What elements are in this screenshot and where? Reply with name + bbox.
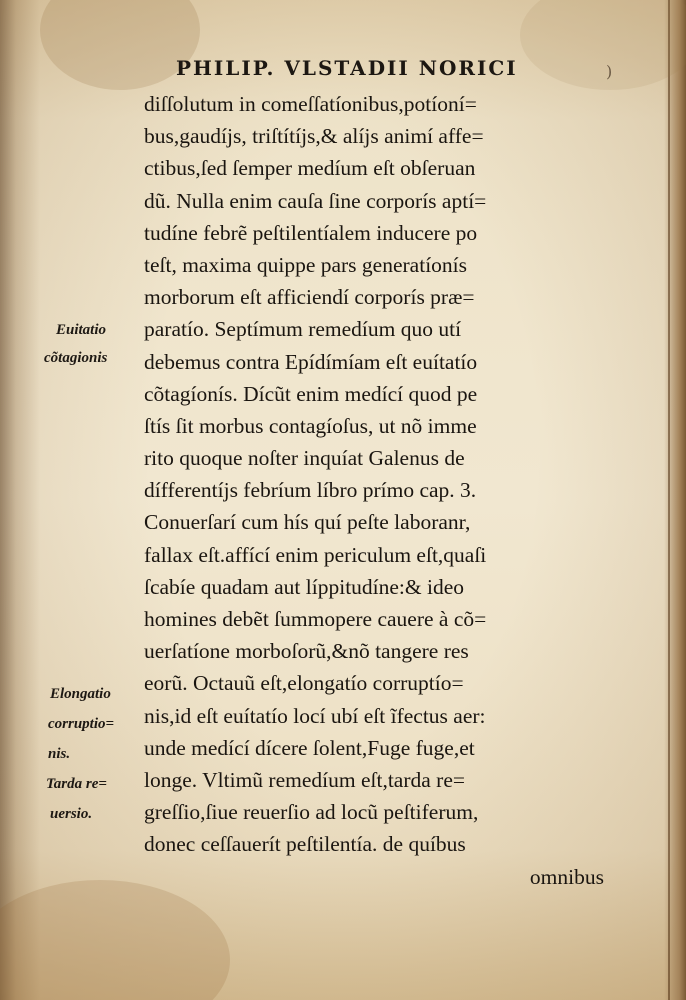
text-line: homines debẽt ſummopere cauere à cõ= <box>144 607 487 631</box>
page-mark: ) <box>606 62 613 81</box>
text-line: unde medící dícere ſolent,Fuge fuge,et <box>144 735 475 760</box>
margin-note-corruptio: corruptio= <box>48 716 115 732</box>
margin-note-nis: nis. <box>48 746 71 762</box>
text-line: uerſatíone morboſorũ,&nõ tangere res <box>144 639 469 664</box>
text-line: nis,id eſt euítatío locí ubí eſt ĩfectus aer: <box>144 703 486 728</box>
margin-note-euitatio: Euitatio <box>56 322 107 338</box>
text-line: ſcabíe quadam aut líppitudíne:& ideo <box>144 574 465 599</box>
text-line: fallax eſt.affící enim periculum eſt,quaſi <box>144 542 487 567</box>
page-edge-line <box>668 0 670 1000</box>
margin-note-elongatio: Elongatio <box>50 686 111 702</box>
text-line: Conuerſarí cum hís quí peſte laboranr, <box>144 510 471 535</box>
paper-stain <box>520 0 686 90</box>
text-line: eorũ. Octauũ eſt,elongatío corruptío= <box>144 671 464 696</box>
text-line: donec ceſſauerít peſtilentía. de quíbus <box>144 832 466 857</box>
text-line: cõtagíonís. Dícũt enim medící quod pe <box>144 381 478 406</box>
page-gutter-shadow <box>0 0 40 1000</box>
text-line: dífferentíjs febríum líbro prímo cap. 3. <box>144 478 477 503</box>
text-line: teſt, maxima quippe pars generatíonís <box>144 252 468 277</box>
text-line: tudíne febrẽ peſtilentíalem inducere po <box>144 220 478 245</box>
text-line: ctibus,ſed ſemper medíum eſt obſeruan <box>144 156 476 181</box>
body-text <box>144 88 614 893</box>
text-line: paratío. Septímum remedíum quo utí <box>144 317 462 342</box>
catchword: omnibus <box>529 864 604 889</box>
margin-note-contagionis: cõtagionis <box>44 350 108 366</box>
text-line: bus,gaudíjs, triſtítíjs,& alíjs animí affe= <box>144 124 484 149</box>
text-line: ſtís ſit morbus contagíoſus, ut nõ imme <box>144 413 477 438</box>
running-head: PHILIP. VLSTADII NORICI <box>176 56 518 80</box>
text-line: longe. Vltimũ remedíum eſt,tarda re= <box>144 767 465 792</box>
text-line: debemus contra Epídímíam eſt euítatío <box>144 349 478 374</box>
text-line: greſſio,ſiue reuerſio ad locũ peſtiferum, <box>144 800 479 825</box>
paper-stain <box>0 880 230 1000</box>
text-line: diſſolutum in comeſſatíonibus,potíoní= <box>144 92 477 116</box>
margin-note-reuersio: uersio. <box>50 806 93 822</box>
text-line: dũ. Nulla enim cauſa ſine corporís aptí= <box>144 188 487 213</box>
text-line: rito quoque noſter inquíat Galenus de <box>144 446 465 471</box>
margin-note-tarda: Tarda re= <box>46 776 107 792</box>
text-line: morborum eſt afficiendí corporís præ= <box>144 285 475 310</box>
